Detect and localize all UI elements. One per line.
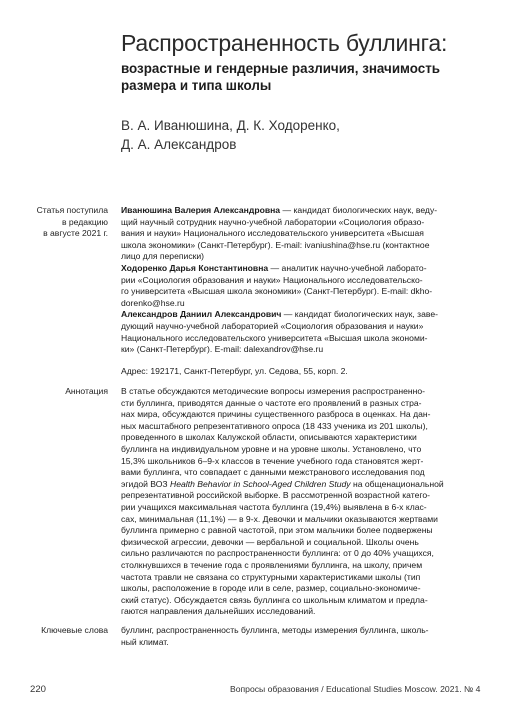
- keywords-line: ный климат.: [121, 636, 169, 647]
- abstract-line: нах мира, обсуждаются причины существенного разброса в оценках. На дан-: [121, 409, 431, 420]
- subtitle-line: размера и типа школы: [121, 78, 272, 93]
- author-bio-alexandrov: [121, 309, 459, 355]
- keywords-line: буллинг, распространенность буллинга, методы измерения буллинга, школь-: [121, 625, 429, 635]
- abstract-line: [121, 479, 459, 491]
- bio-text: — кандидат биологических наук, веду-: [280, 205, 438, 215]
- abstract-fragment: эгидой ВОЗ: [121, 478, 171, 489]
- journal-footer: Вопросы образования / Educational Studies Moscow. 2021. № 4: [230, 684, 481, 694]
- article-title: Распространенность буллинга:: [121, 30, 448, 56]
- abstract-line: сах, минимальная (11,1%) — в 9-х. Девочки и мальчики оказываются жертвами: [121, 513, 438, 524]
- bio-text: го университета «Высшая школа экономики» (Санкт-Петербург). E-mail: dkho-: [121, 286, 433, 297]
- bio-text: Национального исследовательского университета «Высшая школа экономи-: [121, 332, 428, 343]
- author-bio-khodorenko: [121, 263, 459, 309]
- bio-text: дующий научно-учебной лабораторией «Социология образования и науки»: [121, 320, 424, 331]
- bio-text: вания и науки» Национального исследовательского университета «Высшая: [121, 228, 424, 239]
- abstract-line: вами буллинга, что совпадает с данными межстранового исследования под: [121, 467, 425, 478]
- abstract-line: буллинга на индивидуальном уровне и на уровне школы. Установлено, что: [121, 443, 422, 454]
- received-line: в редакцию: [61, 216, 108, 227]
- author-list: [121, 116, 481, 154]
- study-name: Health Behavior in School-Aged Children Study: [170, 478, 351, 489]
- abstract-line: сти буллинга, приводятся данные о частоте его проявлений в разных стра-: [121, 397, 422, 408]
- author-bio-ivanyushina: [121, 205, 459, 263]
- abstract-line: проведенного в школах Калужской области, описываются характеристики: [121, 432, 417, 443]
- page-number: 220: [30, 684, 47, 695]
- abstract-text: [121, 386, 459, 618]
- abstract-line: буллинга примерно с равной частотой, при этом мальчики более подвержены: [121, 525, 433, 536]
- author-name: Ходоренко Дарья Константиновна: [121, 262, 269, 273]
- abstract-line: столкнувшихся в течение года с проявлениями буллинга, на школу, причем: [121, 559, 423, 570]
- abstract-line: ных масштабного репрезентативного опроса (18 433 ученика из 201 школы),: [121, 420, 428, 431]
- abstract-fragment: на общенациональной: [350, 478, 444, 489]
- bio-text: dorenko@hse.ru: [121, 297, 185, 308]
- bio-text: лицо для переписки): [121, 251, 205, 262]
- abstract-line: гаются направления дальнейших исследований.: [121, 606, 316, 617]
- abstract-line: физической агрессии, девочки — вербальной и социальной. Школы очень: [121, 536, 419, 547]
- abstract-label: Аннотация: [65, 386, 108, 396]
- bio-text: щий научный сотрудник научно-учебной лаборатории «Социология образо-: [121, 216, 425, 227]
- abstract-line: 15,3% школьников 6–9-х классов в течение учебного года становятся жерт-: [121, 455, 424, 466]
- bio-text: — кандидат биологических наук, заве-: [281, 309, 439, 320]
- bio-text: школа экономики» (Санкт-Петербург). E-mail: ivaniushina@hse.ru (контактное: [121, 239, 430, 250]
- author-info-block: [121, 205, 459, 377]
- author-line: В. А. Иванюшина, Д. К. Ходоренко,: [121, 118, 340, 133]
- keywords-label: Ключевые слова: [41, 625, 108, 635]
- author-name: Иванюшина Валерия Александровна: [121, 205, 281, 215]
- received-label: [16, 205, 108, 240]
- keywords-text: [121, 625, 459, 648]
- bio-text: рии «Социология образования и науки» Национального исследовательско-: [121, 274, 423, 285]
- subtitle-line: возрастные и гендерные различия, значимость: [121, 61, 441, 76]
- address: Адрес: 192171, Санкт-Петербург, ул. Седова, 55, корп. 2.: [121, 365, 348, 376]
- abstract-line: репрезентативной российской выборке. В рассмотренной возрастной катего-: [121, 490, 430, 501]
- abstract-line: рии учащихся максимальная частота буллинга (19,4%) выявлена в 6-х клас-: [121, 501, 427, 512]
- abstract-line: сильно различаются по распространенности буллинга: от 0 до 40% учащихся,: [121, 548, 434, 559]
- author-name: Александров Даниил Александрович: [121, 309, 282, 320]
- bio-text: — аналитик научно-учебной лаборато-: [268, 262, 427, 273]
- abstract-line: В статье обсуждаются методические вопросы измерения распространенно-: [121, 386, 426, 396]
- abstract-line: частота травли не связана со структурными характеристиками школы (тип: [121, 571, 421, 582]
- abstract-line: ский статус). Обсуждается связь буллинга со школьным климатом и предла-: [121, 594, 428, 605]
- bio-text: ки» (Санкт-Петербург). E-mail: dalexandrov@hse.ru: [121, 344, 324, 355]
- received-line: Статья поступила: [36, 205, 108, 215]
- article-subtitle: [121, 60, 491, 94]
- abstract-line: школы, расположение в городе или в селе, размер, социально-экономиче-: [121, 583, 421, 594]
- received-line: в августе 2021 г.: [43, 228, 108, 239]
- author-line: Д. А. Александров: [121, 137, 237, 152]
